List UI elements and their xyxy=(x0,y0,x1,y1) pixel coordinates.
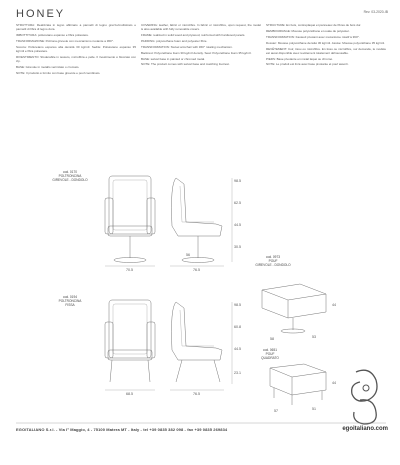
desc-paragraph: NOTE: Le produit est livré avec base pivotante et pouf assorti. xyxy=(266,62,349,67)
page-title: HONEY xyxy=(16,8,66,20)
dim-swivel-seat-height: 44.5 xyxy=(234,223,241,227)
product-code: cod. 0194 xyxy=(62,295,77,299)
product-name: POLTRONCINA xyxy=(58,174,82,178)
desc-paragraph: REVÊTEMENT: Cuir, tissu ou microfibre. En tissu ou microfibre, sur demande, le modèle est aussi disponible avec revêtement totalement déhoussable. xyxy=(266,46,386,55)
dim-fixed-total-height: 98.5 xyxy=(234,303,241,307)
dim-fixed-seat-height: 44.5 xyxy=(234,347,241,351)
dim-fixed-depth: 76.5 xyxy=(193,392,200,396)
ego-logo-mark xyxy=(352,370,377,424)
desc-paragraph: BASE: swivel base in painted or chromed metal. xyxy=(141,56,206,61)
desc-paragraph: TRANSFORMATION: Swivel armchair with 360° rotating mechanism. xyxy=(141,44,233,49)
swivel-armchair-side-drawing xyxy=(170,178,241,272)
desc-paragraph: PADDING: polyurethane foam and polyester fibre. xyxy=(141,38,208,43)
product-code: cod. 0651 xyxy=(262,348,277,352)
desc-paragraph: COVERING: leather, fabric or microfibre. In fabric or microfibre, upon request, the model is also available with fully removable covers. xyxy=(141,23,261,32)
dim-swivel-base: 56 xyxy=(186,253,190,257)
desc-paragraph: TRANSFORMATION: Fauteuil pivotant avec mécanisme rotatif à 360°. xyxy=(266,34,360,39)
desc-paragraph: STRUCTURE: En bois, contreplaqué et panneaux de fibres de bois dur. xyxy=(266,23,362,27)
desc-paragraph: IMBOTTITURA: poliuretano espanso e fibra poliestere. xyxy=(16,32,89,37)
square-pouf-drawing xyxy=(270,364,336,413)
desc-paragraph: STRUTTURA: Realizzata in legno abbinato a pannelli di legno grezzo/multistrato e pannelli di fibra di legno dura. xyxy=(16,23,136,32)
product-subname: QUADRATO xyxy=(261,356,279,360)
footer-brand: egoitaliano.com xyxy=(342,426,388,432)
dim-swivel-arm-height: 62.5 xyxy=(234,201,241,205)
product-name: POLTRONCINA xyxy=(58,299,82,303)
desc-paragraph: Backrest: Polyurethane foam 30 kg/m3 density. Seat: Polyurethane foam 35 kg/m3. xyxy=(141,50,252,55)
footer-company-info: EGOITALIANO S.r.l. - Via I° Maggio, 4 - 75100 Matera MT - Italy - tel +39 0835 382 098 - fax +39 0835 269834 xyxy=(16,427,228,432)
desc-paragraph: NOTE: The product comes with swivel base and matching footrest. xyxy=(141,62,230,67)
desc-paragraph: NOTE: Il prodotto è fornito con base girevole e pouf coordinato. xyxy=(16,70,101,75)
dim-pouf-fixed-width: 57 xyxy=(274,409,278,413)
product-subname: GIREVOLE - DONDOLO xyxy=(52,178,88,182)
product-name: POUF xyxy=(265,352,275,356)
desc-paragraph: REMBOURRAGE: Mousse polyuréthane et ouate de polyester. xyxy=(266,28,350,33)
dim-pouf-swivel-width: 58 xyxy=(270,337,274,341)
dim-pouf-fixed-depth: 51 xyxy=(312,407,316,411)
desc-paragraph: RIVESTIMENTO: Sfoderabile in tessuto, microfibra e pelle. Il rivestimento è bloccato con zip. xyxy=(16,54,136,63)
desc-paragraph: FRAME: realized in solid wood and plywood, reinforced with hardwood panels. xyxy=(141,32,246,37)
dim-fixed-arm-height: 60.8 xyxy=(234,325,241,329)
dim-pouf-swivel-depth: 53 xyxy=(312,335,316,339)
dim-fixed-width: 68.5 xyxy=(126,392,133,396)
dim-swivel-total-height: 98.5 xyxy=(234,179,241,183)
swivel-armchair-front-drawing xyxy=(105,176,155,272)
desc-paragraph: BASE: Girevole in metallo verniciato o cromato. xyxy=(16,64,80,69)
product-code: cod. 0170 xyxy=(62,170,77,174)
product-code: cod. 0973 xyxy=(265,255,280,259)
fixed-armchair-side-drawing xyxy=(170,302,241,396)
dim-swivel-base-height: 30.5 xyxy=(234,245,241,249)
product-subname: FISSA xyxy=(65,303,75,307)
product-subname: GIREVOLE - DONDOLO xyxy=(255,263,291,267)
dim-fixed-foot-height: 23.1 xyxy=(234,371,241,375)
document-code: Rev. 03-2020-IB xyxy=(363,10,388,14)
dim-swivel-depth: 76.5 xyxy=(193,268,200,272)
swivel-pouf-drawing xyxy=(262,284,336,341)
desc-paragraph: PIEDS: Base pivotante en métal laqué ou chromé. xyxy=(266,56,333,61)
dim-pouf-fixed-height: 44 xyxy=(332,381,336,385)
dim-pouf-swivel-height: 44 xyxy=(332,303,336,307)
fixed-armchair-front-drawing xyxy=(105,300,155,396)
product-name: POUF xyxy=(268,259,278,263)
dim-swivel-width: 70.5 xyxy=(126,268,133,272)
desc-paragraph: Scocca: Poliuretano espanso alta densità 30 kg/m3. Sedile: Poliuretano espanso 35 kg/m3 e fibra poliestere. xyxy=(16,44,136,53)
desc-paragraph: Dossier: Mousse polyuréthane densité 30 kg/m3. Assise: Mousse polyuréthane 35 kg/m3. xyxy=(266,40,385,45)
desc-paragraph: TRASFORMAZIONE: Poltrona girevole con meccanismo ruotante a 360°. xyxy=(16,38,114,43)
